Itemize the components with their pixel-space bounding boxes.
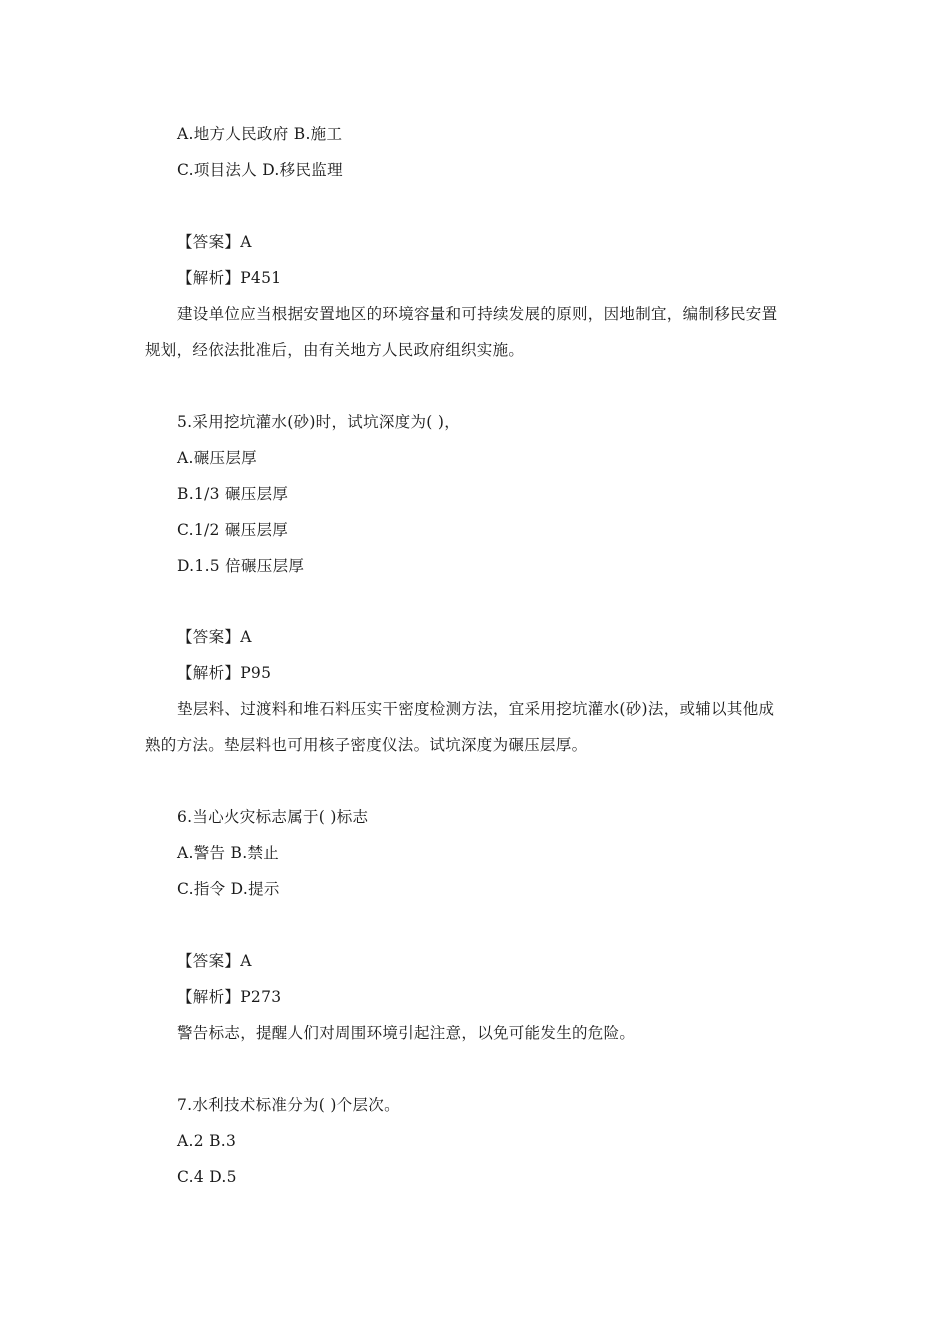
- q6-analysis: 【解析】P273: [177, 988, 282, 1006]
- q5-explanation-line1: 垫层料、过渡料和堆石料压实干密度检测方法，宜采用挖坑灌水(砂)法，或辅以其他成: [177, 700, 775, 718]
- q5-option-b: B.1/3 碾压层厚: [177, 485, 289, 503]
- q5-question: 5.采用挖坑灌水(砂)时，试坑深度为( )，: [177, 413, 461, 431]
- q6-question: 6.当心火灾标志属于( )标志: [177, 808, 369, 826]
- q4-answer: 【答案】A: [177, 233, 252, 251]
- q4-explanation-line1: 建设单位应当根据安置地区的环境容量和可持续发展的原则，因地制宜，编制移民安置: [177, 305, 778, 323]
- q4-analysis: 【解析】P451: [177, 269, 282, 287]
- q7-question: 7.水利技术标准分为( )个层次。: [177, 1096, 400, 1114]
- q7-options-ab: A.2 B.3: [177, 1132, 237, 1150]
- q6-options-ab: A.警告 B.禁止: [177, 844, 280, 862]
- q5-explanation-line2: 熟的方法。垫层料也可用核子密度仪法。试坑深度为碾压层厚。: [145, 736, 588, 754]
- q6-explanation: 警告标志，提醒人们对周围环境引起注意，以免可能发生的危险。: [177, 1024, 636, 1042]
- q4-options-cd: C.项目法人 D.移民监理: [177, 161, 343, 179]
- q5-analysis: 【解析】P95: [177, 664, 272, 682]
- q6-options-cd: C.指令 D.提示: [177, 880, 280, 898]
- q4-options-ab: A.地方人民政府 B.施工: [177, 125, 343, 143]
- q7-options-cd: C.4 D.5: [177, 1168, 237, 1186]
- q6-answer: 【答案】A: [177, 952, 252, 970]
- q5-option-c: C.1/2 碾压层厚: [177, 521, 289, 539]
- q5-option-d: D.1.5 倍碾压层厚: [177, 557, 305, 575]
- q4-explanation-line2: 规划，经依法批准后，由有关地方人民政府组织实施。: [145, 341, 525, 359]
- q5-option-a: A.碾压层厚: [177, 449, 257, 467]
- q5-answer: 【答案】A: [177, 628, 252, 646]
